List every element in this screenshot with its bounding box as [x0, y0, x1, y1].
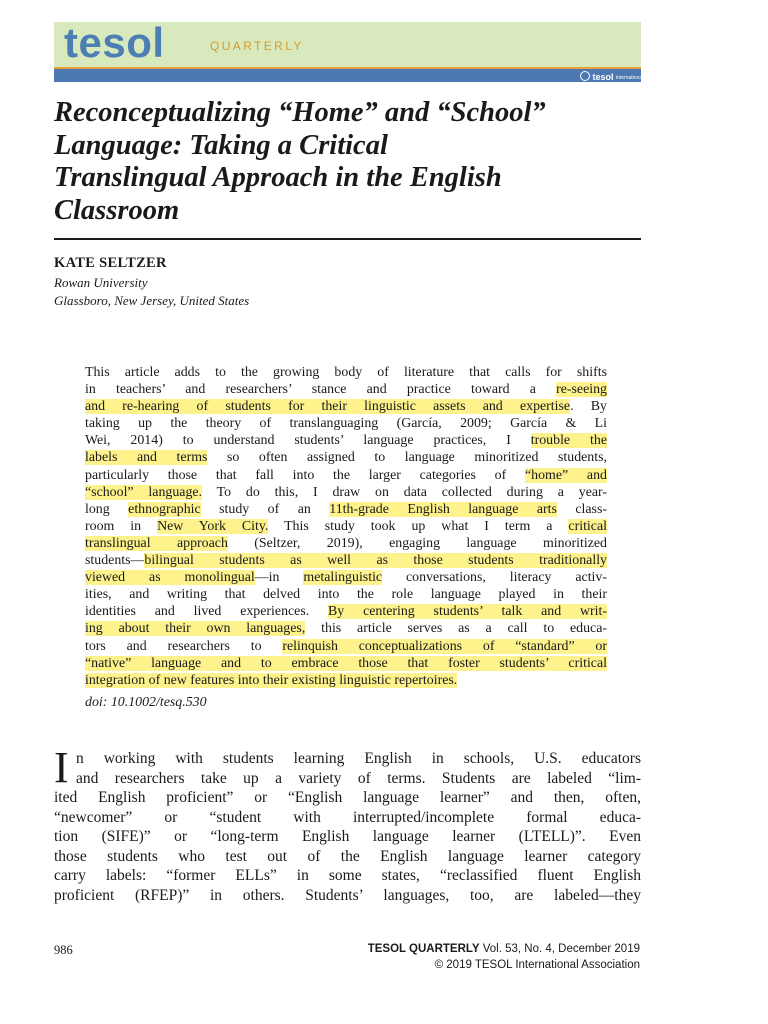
abstract-line	[85, 449, 607, 466]
highlighted-text: labels and terms	[85, 450, 208, 466]
highlighted-text: By centering students’ talk and writ-	[328, 604, 608, 620]
association-logo	[580, 71, 670, 82]
highlighted-text: re-seeing	[556, 382, 607, 398]
abstract-text: This article adds to the growing body of literature that calls for shifts	[85, 365, 607, 380]
body-line: proficient (RFEP)” in others. Students’ languages, too, are labeled—they	[54, 886, 641, 904]
issue-info: Vol. 53, No. 4, December 2019	[479, 943, 640, 955]
abstract-text: . By	[570, 399, 608, 415]
abstract-text: tors and researchers to	[85, 638, 283, 654]
abstract-text: (Seltzer, 2019), engaging language minoritized	[227, 535, 607, 551]
abstract-text: class-	[556, 501, 607, 517]
abstract-text: This study took up what I term a	[268, 518, 569, 534]
abstract-line	[85, 432, 607, 449]
abstract-line	[85, 535, 607, 552]
title-line: Reconceptualizing “Home” and “School”	[54, 97, 546, 128]
title-divider	[54, 238, 641, 240]
abstract-line	[85, 501, 607, 518]
abstract-line	[85, 655, 607, 672]
journal-name: TESOL QUARTERLY	[367, 943, 480, 955]
body-line: those students who test out of the English language learner category	[54, 847, 641, 865]
abstract-text: conversations, literacy activ-	[382, 570, 607, 586]
highlighted-text: bilingual students as well as those students traditionally	[144, 553, 607, 569]
abstract-line	[85, 398, 607, 415]
highlighted-text: “school” language.	[85, 484, 203, 500]
page-number: 986	[54, 943, 73, 957]
abstract-text: To do this, I draw on data collected during a year-	[202, 484, 607, 500]
body-paragraph	[54, 743, 641, 905]
abstract-text: —in	[254, 570, 304, 586]
body-line: ited English proficient” or “English language learner” and then, often,	[54, 789, 641, 806]
doi: doi: 10.1002/tesq.530	[85, 695, 207, 710]
highlighted-text: relinquish conceptualizations of “standard” or	[282, 638, 607, 654]
abstract-text: particularly those that fall into the larger categories of	[85, 467, 525, 483]
abstract-text: long	[85, 501, 129, 517]
abstract-text: this article serves as a call to educa-	[305, 621, 607, 637]
association-logo-small: international association	[616, 75, 670, 81]
abstract-line	[85, 415, 607, 432]
drop-cap: I	[54, 743, 69, 792]
body-line: carry labels: “former ELLs” in some states, “reclassified fluent English	[54, 867, 641, 884]
highlighted-text: integration of new features into their existing linguistic repertoires.	[85, 672, 458, 688]
abstract-line	[85, 672, 607, 689]
abstract-text: taking up the theory of translanguaging (García, 2009; García & Li	[85, 416, 607, 432]
highlighted-text: ethnographic	[128, 501, 201, 517]
highlighted-text: 11th-grade English language arts	[329, 501, 557, 517]
highlighted-text: critical	[568, 518, 607, 534]
abstract-line	[85, 381, 607, 398]
highlighted-text: “native” language and to embrace those that foster students’ critical	[85, 655, 607, 671]
author-affiliation: Rowan University	[54, 275, 148, 290]
abstract-text: in teachers’ and researchers’ stance and practice toward a	[85, 382, 557, 398]
body-line: “newcomer” or “student with interrupted/incomplete formal educa-	[54, 808, 641, 826]
abstract-text: ities, and writing that delved into the role language played in their	[85, 587, 607, 603]
abstract-line	[85, 586, 607, 603]
article-title	[54, 97, 654, 227]
abstract-text: so often assigned to language minoritized students,	[207, 450, 607, 466]
abstract-line	[85, 638, 607, 655]
association-logo-text: tesol	[592, 72, 614, 82]
abstract-line	[85, 518, 607, 535]
abstract-line	[85, 484, 607, 501]
body-line: and researchers take up a variety of terms. Students are labeled “lim-	[76, 769, 641, 787]
abstract-text: students—	[85, 553, 145, 569]
journal-logo: tesol	[64, 19, 165, 66]
abstract-line	[85, 552, 607, 569]
abstract-line	[85, 364, 607, 381]
abstract-line	[85, 620, 607, 637]
title-line: Classroom	[54, 194, 180, 226]
highlighted-text: and re-hearing of students for their linguistic assets and expertise	[85, 399, 571, 415]
abstract-text: identities and lived experiences.	[85, 604, 329, 620]
title-line: Language: Taking a Critical	[54, 129, 388, 161]
copyright: © 2019 TESOL International Association	[434, 959, 640, 971]
author-location: Glassboro, New Jersey, United States	[54, 293, 250, 308]
abstract-text: study of an	[200, 501, 330, 517]
highlighted-text: translingual approach	[85, 535, 228, 551]
body-line: tion (SIFE)” or “long-term English language learner (LTELL)”. Even	[54, 828, 641, 845]
abstract-line	[85, 569, 607, 586]
globe-icon	[580, 71, 590, 81]
journal-citation	[368, 943, 640, 955]
abstract-text: room in	[85, 518, 158, 534]
abstract-text: Wei, 2014) to understand students’ language practices, I	[85, 433, 531, 449]
highlighted-text: metalinguistic	[303, 570, 383, 586]
author-name: KATE SELTZER	[54, 255, 167, 271]
highlighted-text: viewed as monolingual	[85, 570, 255, 586]
abstract-line	[85, 603, 607, 620]
title-line: Translingual Approach in the English	[54, 162, 502, 193]
highlighted-text: ing about their own languages,	[85, 621, 306, 637]
journal-banner	[54, 19, 641, 67]
highlighted-text: trouble the	[530, 433, 607, 449]
journal-subtitle: QUARTERLY	[210, 39, 304, 53]
body-line: n working with students learning English in schools, U.S. educators	[76, 750, 641, 767]
abstract-line	[85, 467, 607, 484]
highlighted-text: “home” and	[524, 467, 607, 483]
highlighted-text: New York City.	[157, 518, 269, 534]
abstract	[85, 364, 607, 689]
